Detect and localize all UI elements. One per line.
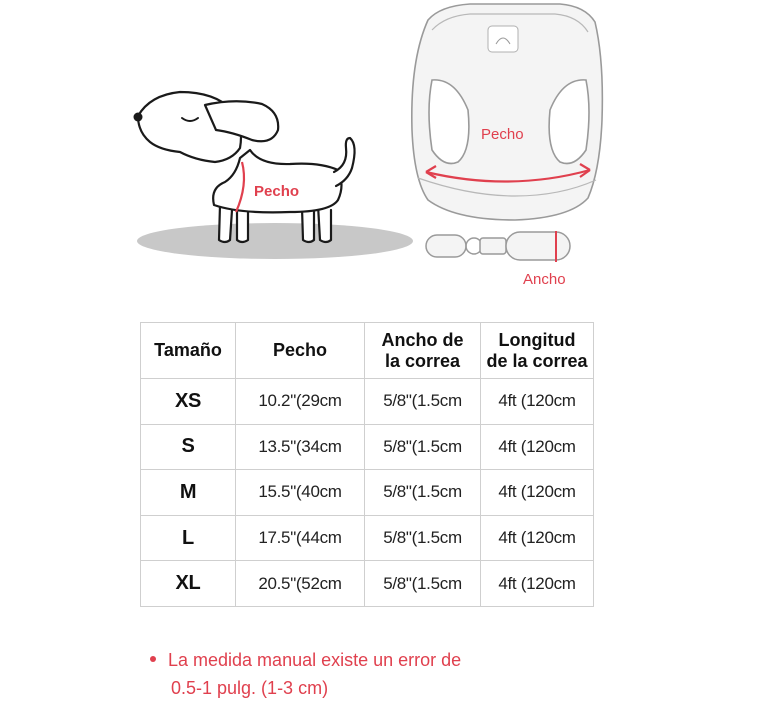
dog-chest-label: Pecho	[254, 183, 300, 200]
cell-length: 4ft (120cm	[481, 470, 594, 516]
harness-illustration	[412, 4, 603, 220]
cell-width: 5/8"(1.5cm	[365, 561, 481, 607]
cell-width: 5/8"(1.5cm	[365, 470, 481, 516]
cell-length: 4ft (120cm	[481, 379, 594, 425]
cell-size: L	[141, 515, 236, 561]
cell-chest: 17.5"(44cm	[236, 515, 365, 561]
header-leash-length: Longitud de la correa	[481, 323, 594, 379]
table-row	[141, 470, 594, 516]
harness-chest-label: Pecho	[481, 126, 524, 143]
dog-illustration	[134, 92, 414, 259]
cell-chest: 20.5"(52cm	[236, 561, 365, 607]
table-row	[141, 561, 594, 607]
cell-size: M	[141, 470, 236, 516]
table-header-row	[141, 323, 594, 379]
cell-width: 5/8"(1.5cm	[365, 515, 481, 561]
header-leash-width: Ancho de la correa	[365, 323, 481, 379]
dog-shadow	[137, 223, 413, 259]
table-row	[141, 424, 594, 470]
cell-chest: 10.2"(29cm	[236, 379, 365, 425]
cell-size: XL	[141, 561, 236, 607]
note-line-1: La medida manual existe un error de	[168, 650, 462, 670]
table-row	[141, 379, 594, 425]
cell-length: 4ft (120cm	[481, 515, 594, 561]
sizing-illustration	[0, 0, 758, 300]
cell-chest: 13.5"(34cm	[236, 424, 365, 470]
table-row	[141, 515, 594, 561]
size-chart-table	[140, 322, 594, 607]
cell-chest: 15.5"(40cm	[236, 470, 365, 516]
cell-size: S	[141, 424, 236, 470]
note-line-2: 0.5-1 pulg. (1-3 cm)	[171, 678, 329, 698]
cell-size: XS	[141, 379, 236, 425]
cell-length: 4ft (120cm	[481, 561, 594, 607]
header-chest: Pecho	[236, 323, 365, 379]
cell-width: 5/8"(1.5cm	[365, 424, 481, 470]
measurement-error-note	[150, 646, 570, 702]
dog-nose	[134, 113, 143, 122]
cell-length: 4ft (120cm	[481, 424, 594, 470]
harness-logo-patch	[488, 26, 518, 52]
leash-illustration	[426, 231, 570, 262]
cell-width: 5/8"(1.5cm	[365, 379, 481, 425]
bullet-icon	[150, 656, 156, 662]
header-size: Tamaño	[141, 323, 236, 379]
leash-width-label: Ancho	[523, 271, 566, 288]
